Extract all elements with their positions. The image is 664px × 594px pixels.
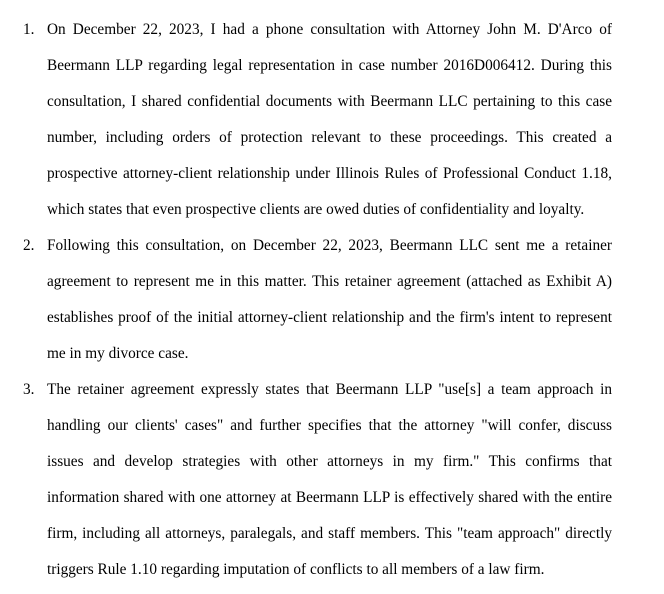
paragraph-text (47, 12, 612, 228)
text-line: Following this consultation, on December 22, 2023, Beermann LLC sent me a retainer (47, 237, 612, 254)
list-number: 2. (23, 237, 35, 254)
text-line: On December 22, 2023, I had a phone consultation with Attorney John M. D'Arco of (47, 21, 612, 38)
text-line: number, including orders of protection relevant to these proceedings. This created a (47, 129, 612, 146)
text-line: handling our clients' cases" and further specifies that the attorney "will confer, discuss (47, 417, 612, 434)
list-number: 3. (23, 381, 35, 398)
text-line: firm, including all attorneys, paralegals, and staff members. This "team approach" directly (47, 525, 612, 542)
paragraph-text (47, 372, 612, 588)
list-item-2 (0, 228, 664, 372)
list-item-3 (0, 372, 664, 588)
text-line: information shared with one attorney at Beermann LLP is effectively shared with the entire (47, 489, 612, 506)
list-item-1 (0, 12, 664, 228)
paragraph-text (47, 228, 612, 372)
text-line: Beermann LLP regarding legal representation in case number 2016D006412. During this (47, 57, 612, 74)
text-line: me in my divorce case. (47, 345, 189, 362)
text-line: prospective attorney-client relationship under Illinois Rules of Professional Conduct 1.18, (47, 165, 612, 182)
numbered-paragraph-list (0, 12, 664, 588)
text-line: The retainer agreement expressly states that Beermann LLP "use[s] a team approach in (47, 381, 612, 398)
text-line: issues and develop strategies with other attorneys in my firm." This confirms that (47, 453, 612, 470)
text-line: establishes proof of the initial attorney-client relationship and the firm's intent to represent (47, 309, 612, 326)
text-line: triggers Rule 1.10 regarding imputation of conflicts to all members of a law firm. (47, 561, 545, 578)
text-line: which states that even prospective clients are owed duties of confidentiality and loyalty. (47, 201, 585, 218)
text-line: agreement to represent me in this matter. This retainer agreement (attached as Exhibit A) (47, 273, 612, 290)
text-line: consultation, I shared confidential documents with Beermann LLC pertaining to this case (47, 93, 612, 110)
list-number: 1. (23, 21, 35, 38)
